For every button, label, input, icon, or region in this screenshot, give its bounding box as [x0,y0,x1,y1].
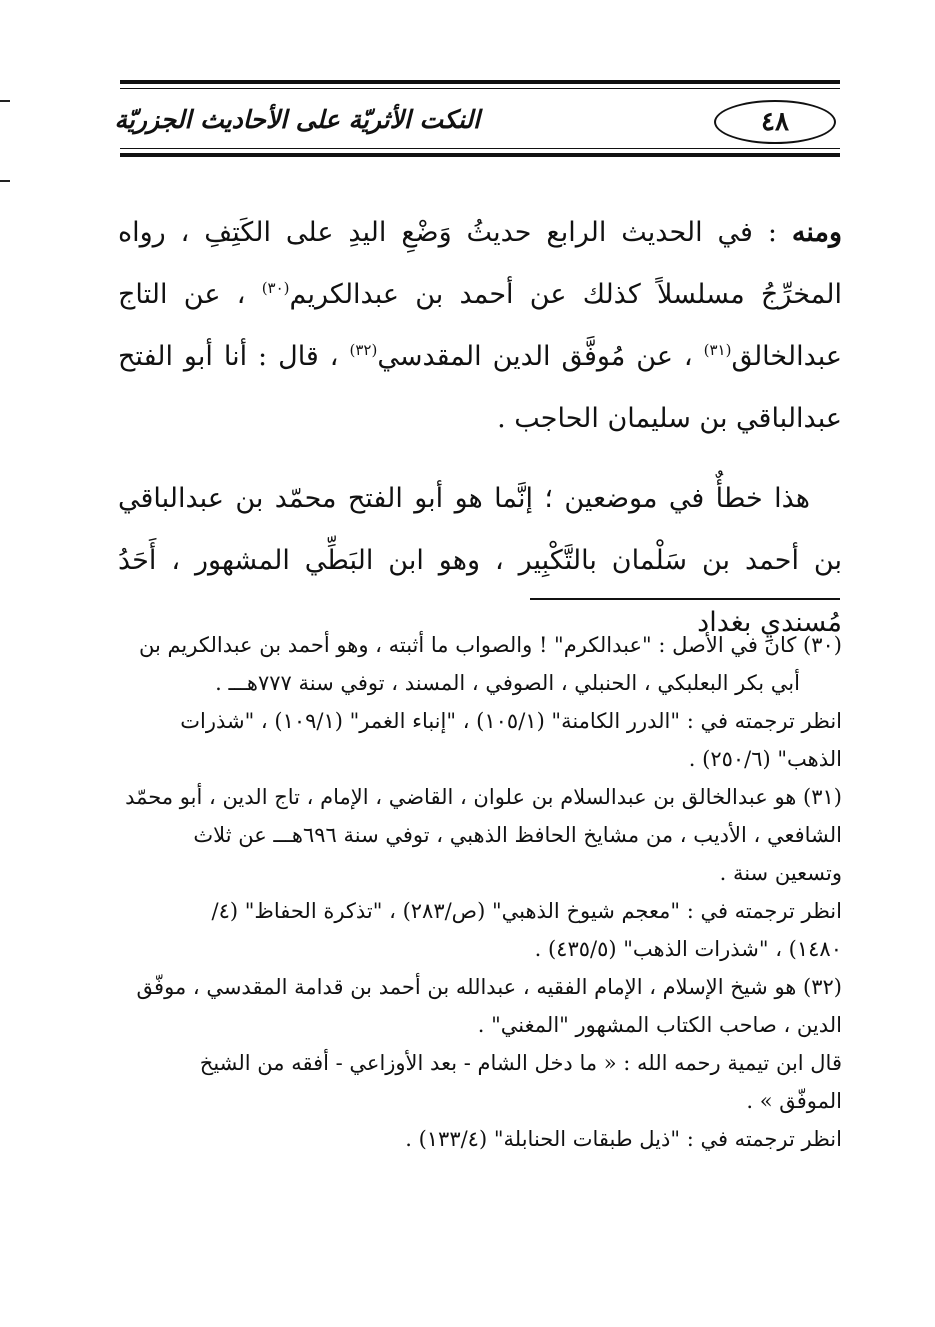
scan-edge-mark [0,180,10,182]
header-bottom-rule [120,153,840,157]
header-top-rule [120,80,840,84]
running-header-title: النكت الأثريّة على الأحاديث الجزريّة [114,105,480,134]
footnote-line: انظر ترجمته في : "معجم شيوخ الذهبي" (ص/٢٨٣) ، "تذكرة الحفاظ" (٤/ [211,899,842,923]
scan-edge-mark [0,100,10,102]
footnote-line: ١٤٨٠) ، "شذرات الذهب" (٤٣٥/٥) . [534,937,842,961]
footnote-separator [530,598,840,600]
main-text [118,202,842,672]
paragraph-lead-word: ومنه [791,217,843,248]
footnote-line: الدين ، صاحب الكتاب المشهور "المغني" . [477,1013,842,1037]
footnote-line: الموفّق » . [746,1089,842,1113]
page-number-badge: ٤٨ [714,100,836,144]
footnote-line: وتسعين سنة . [719,861,842,885]
footnotes [118,626,842,1158]
paragraph-text: ، عن التاج عبدالخالق [118,279,842,372]
paragraph-text: ، قال : أنا أبو الفتح عبدالباقي بن سليمان الحاجب . [118,341,842,434]
footnote-32 [118,968,842,1158]
footnote-line: الشافعي ، الأديب ، من مشايخ الحافظ الذهبي ، توفي سنة ٦٩٦هـــ عن ثلاث [193,823,842,847]
footnote-30 [118,626,842,778]
footnote-line: (٣٠) كان في الأصل : "عبدالكرم" ! والصواب ما أثبته ، وهو أحمد بن عبدالكريم بن [138,633,842,657]
header-top-rule-thin [120,88,840,89]
paragraph-text: هذا خطأٌ في موضعين ؛ إنَّما هو أبو الفتح محمّد بن عبدالباقي بن أحمد بن سَلْمان بالتَّكْبِير ، وهو ابن البَطِّي المشهور ، أَحَدُ مُسنديِ بغداد [118,483,842,638]
footnote-line: (٣١) هو عبدالخالق بن عبدالسلام بن علوان ، القاضي ، الإمام ، تاج الدين ، أبو محمّد [125,785,842,809]
footnote-line: أبي بكر البعلبكي ، الحنبلي ، الصوفي ، المسند ، توفي سنة ٧٧٧هـــ . [215,671,800,695]
footnote-line: (٣٢) هو شيخ الإسلام ، الإمام الفقيه ، عبدالله بن أحمد بن قدامة المقدسي ، موفّق [136,975,842,999]
paragraph-text: : في الحديث الرابع حديثُ وَضْعِ اليدِ على الكَتِفِ ، رواه المخرِّجُ مسلسلاً كذلك عن أحمد بن عبدالكريم [118,217,842,310]
paragraph-text: ، عن مُوفَّق الدين المقدسي [377,341,693,372]
footnote-line: انظر ترجمته في : "الدرر الكامنة" (١٠٥/١) ، "إنباء الغمر" (١٠٩/١) ، "شذرات [180,709,842,733]
footnote-ref-31: (٣١) [703,341,732,359]
footnote-ref-32: (٣٢) [349,341,378,359]
header-bottom-rule-thin [120,148,840,149]
footnote-line: الذهب" (٢٥٠/٦) . [688,747,842,771]
footnote-line: قال ابن تيمية رحمه الله : « ما دخل الشام - بعد الأوزاعي - أفقه من الشيخ [199,1051,842,1075]
footnote-ref-30: (٣٠) [261,279,290,297]
footnote-line: انظر ترجمته في : "ذيل طبقات الحنابلة" (١٣٣/٤) . [405,1127,842,1151]
footnote-31 [118,778,842,968]
paragraph-1 [118,202,842,450]
